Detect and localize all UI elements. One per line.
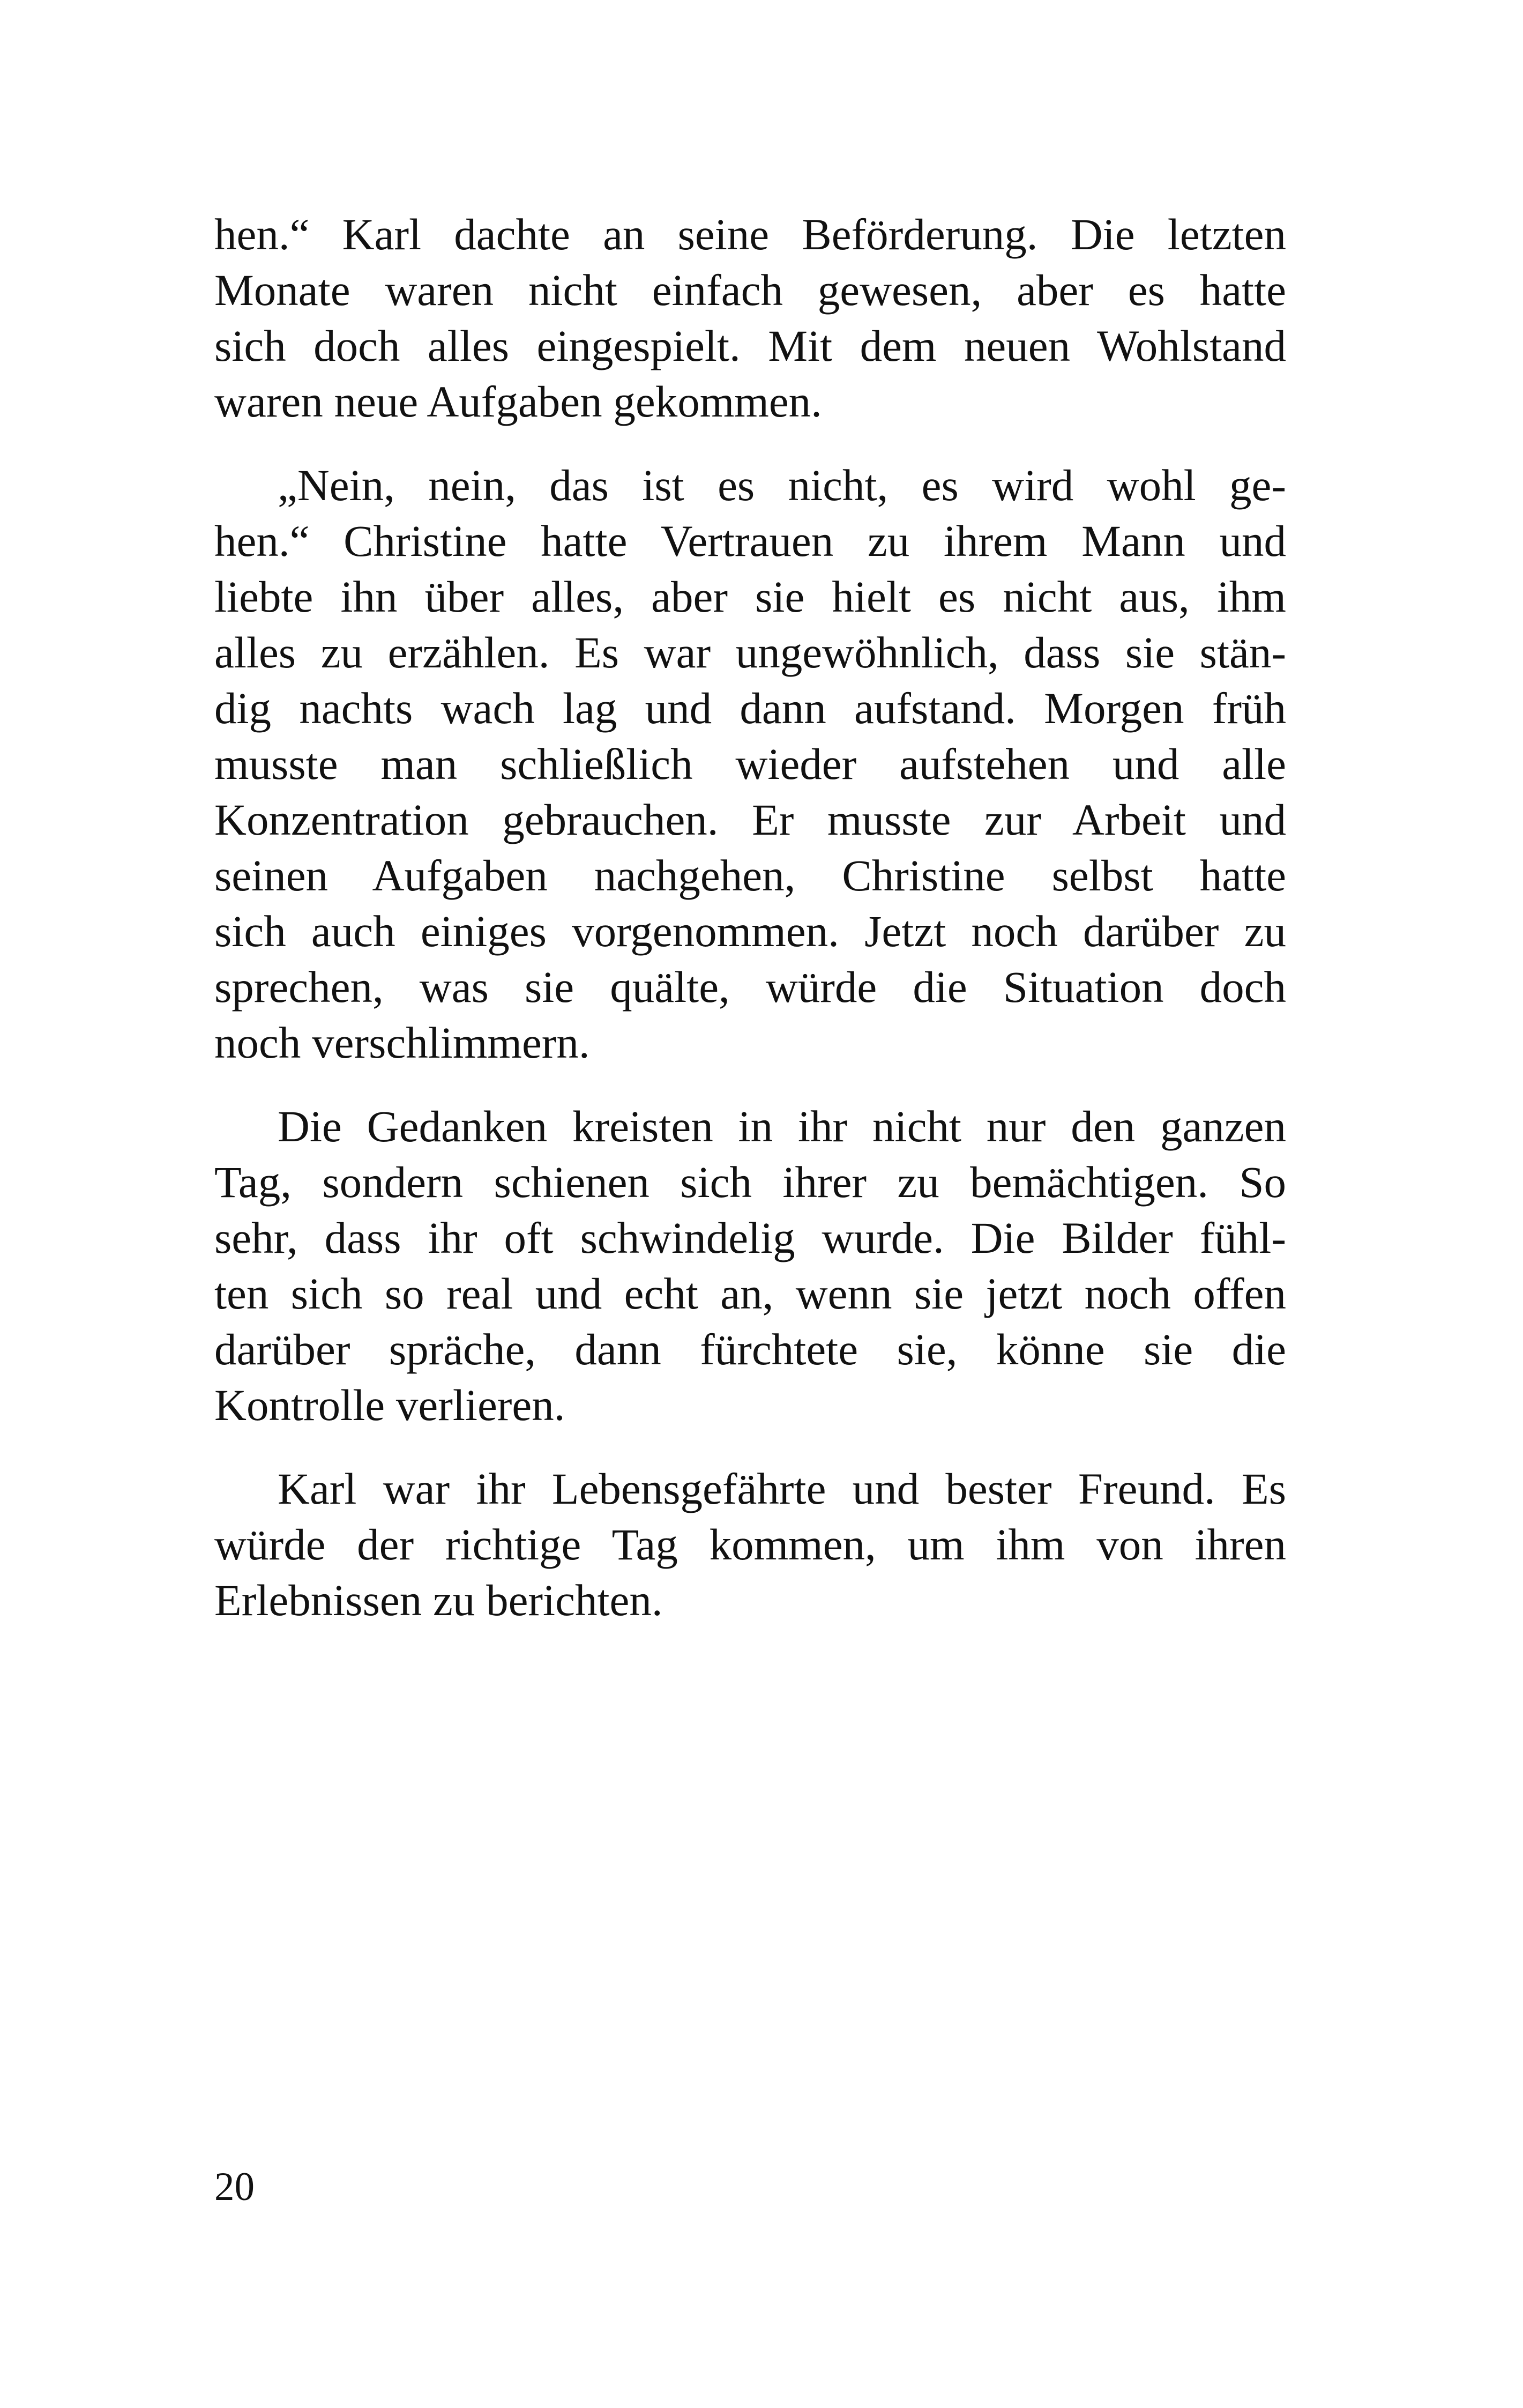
text-line: „Nein, nein, das ist es nicht, es wird wohl ge- [278, 460, 1286, 510]
page-number: 20 [214, 2165, 255, 2209]
text-line: hen.“ Karl dachte an seine Beförderung. Die letzten [214, 210, 1286, 259]
text-line: Tag, sondern schienen sich ihrer zu bemächtigen. So [214, 1157, 1286, 1207]
text-line: dig nachts wach lag und dann aufstand. Morgen früh [214, 683, 1286, 733]
text-line: hen.“ Christine hatte Vertrauen zu ihrem Mann und [214, 516, 1286, 566]
text-line: darüber spräche, dann fürchtete sie, könne sie die [214, 1325, 1286, 1374]
text-line: Erlebnissen zu berichten. [214, 1575, 663, 1625]
text-line: Die Gedanken kreisten in ihr nicht nur den ganzen [278, 1102, 1286, 1151]
text-line: Kontrolle verlieren. [214, 1380, 565, 1430]
text-line: Konzentration gebrauchen. Er musste zur Arbeit und [214, 795, 1286, 844]
paragraph-1 [214, 206, 1286, 429]
text-line: sich doch alles eingespielt. Mit dem neuen Wohlstand [214, 321, 1286, 370]
text-line: Karl war ihr Lebensgefährte und bester Freund. Es [278, 1464, 1286, 1513]
text-line: seinen Aufgaben nachgehen, Christine selbst hatte [214, 851, 1286, 900]
text-line: musste man schließlich wieder aufstehen und alle [214, 739, 1286, 789]
text-line: würde der richtige Tag kommen, um ihm von ihren [214, 1520, 1286, 1569]
body-text [214, 206, 1286, 1656]
paragraph-2 [214, 457, 1286, 1071]
text-line: alles zu erzählen. Es war ungewöhnlich, dass sie stän- [214, 628, 1286, 677]
text-line: ten sich so real und echt an, wenn sie jetzt noch offen [214, 1269, 1286, 1318]
text-line: sprechen, was sie quälte, würde die Situation doch [214, 962, 1286, 1012]
text-line: noch verschlimmern. [214, 1018, 590, 1067]
paragraph-4 [214, 1461, 1286, 1628]
text-line: waren neue Aufgaben gekommen. [214, 377, 822, 426]
text-line: sich auch einiges vorgenommen. Jetzt noch darüber zu [214, 906, 1286, 956]
text-line: liebte ihn über alles, aber sie hielt es nicht aus, ihm [214, 572, 1286, 621]
text-line: sehr, dass ihr oft schwindelig wurde. Die Bilder fühl- [214, 1213, 1286, 1262]
paragraph-3 [214, 1098, 1286, 1433]
text-line: Monate waren nicht einfach gewesen, aber es hatte [214, 265, 1286, 315]
